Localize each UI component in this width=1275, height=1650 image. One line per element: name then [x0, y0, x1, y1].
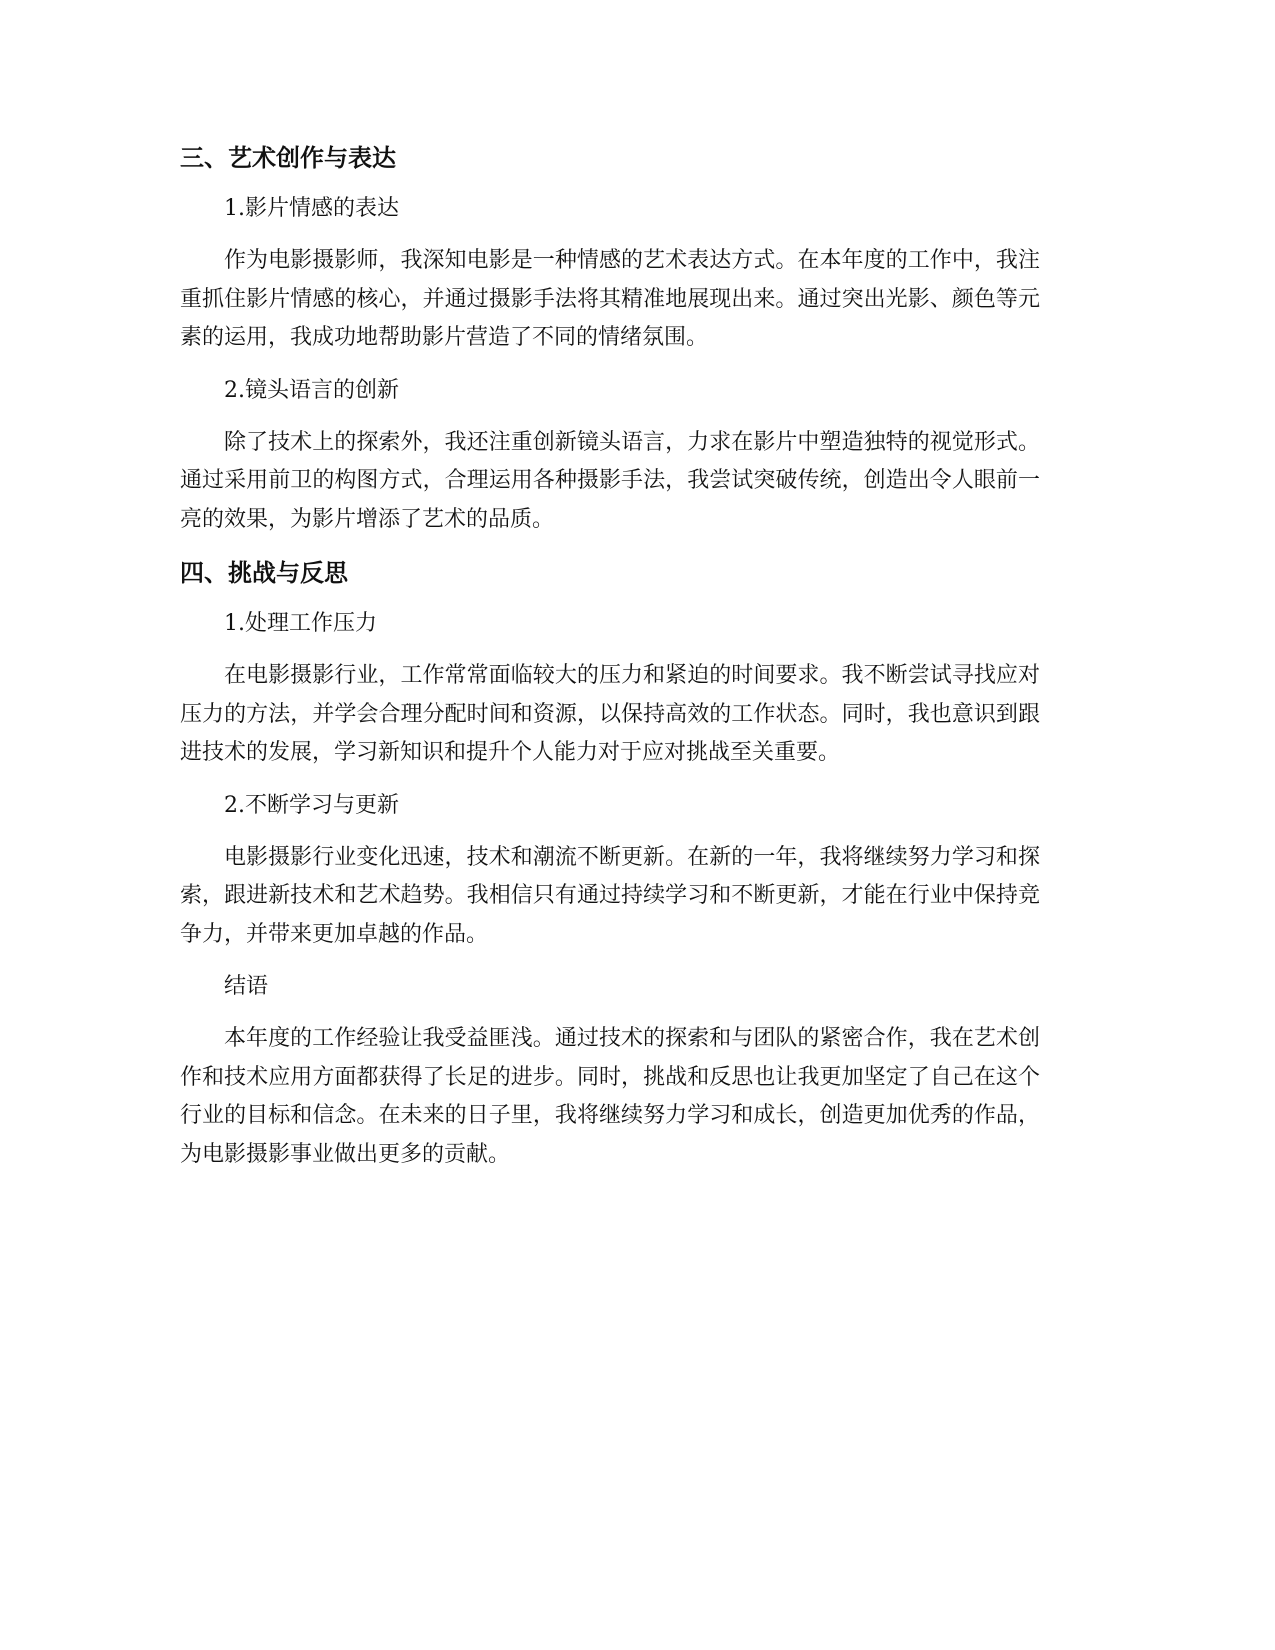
- paragraph-learning: 电影摄影行业变化迅速，技术和潮流不断更新。在新的一年，我将继续努力学习和探索，跟进新技术和艺术趋势。我相信只有通过持续学习和不断更新，才能在行业中保持竞争力，并带来更加卓越的作品。: [180, 844, 1040, 947]
- subheading-emotion: 1.影片情感的表达: [224, 196, 399, 221]
- paragraph-pressure: 在电影摄影行业，工作常常面临较大的压力和紧迫的时间要求。我不断尝试寻找应对压力的方法，并学会合理分配时间和资源，以保持高效的工作状态。同时，我也意识到跟进技术的发展，学习新知识和提升个人能力对于应对挑战至关重要。: [180, 663, 1040, 765]
- paragraph-conclusion: 本年度的工作经验让我受益匪浅。通过技术的探索和与团队的紧密合作，我在艺术创作和技术应用方面都获得了长足的进步。同时，挑战和反思也让我更加坚定了自己在这个行业的目标和信念。在未来的日子里，我将继续努力学习和成长，创造更加优秀的作品，为电影摄影事业做出更多的贡献。: [180, 1026, 1040, 1167]
- document-page: [180, 130, 1040, 1192]
- subheading-lens-language: 2.镜头语言的创新: [224, 377, 399, 403]
- subheading-learning: 2.不断学习与更新: [224, 792, 399, 818]
- paragraph-lens-language: 除了技术上的探索外，我还注重创新镜头语言，力求在影片中塑造独特的视觉形式。通过采用前卫的构图方式，合理运用各种摄影手法，我尝试突破传统，创造出令人眼前一亮的效果，为影片增添了艺术的品质。: [180, 429, 1040, 532]
- paragraph-emotion: 作为电影摄影师，我深知电影是一种情感的艺术表达方式。在本年度的工作中，我注重抓住影片情感的核心，并通过摄影手法将其精准地展现出来。通过突出光影、颜色等元素的运用，我成功地帮助影片营造了不同的情绪氛围。: [180, 248, 1040, 350]
- section-heading-challenges: 四、挑战与反思: [180, 559, 348, 587]
- subheading-conclusion: 结语: [224, 974, 269, 999]
- subheading-pressure: 1.处理工作压力: [224, 611, 377, 636]
- section-heading-art: 三、艺术创作与表达: [180, 144, 396, 172]
